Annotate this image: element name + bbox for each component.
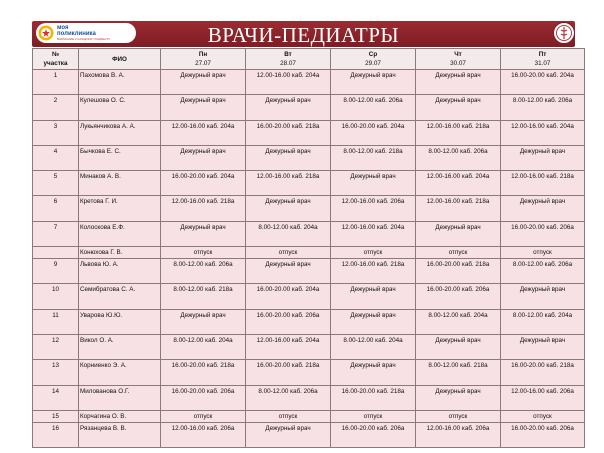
schedule-cell-fri: 8.00-12.00 каб. 206а <box>501 95 585 120</box>
schedule-cell-mon: 8.00-12.00 каб. 204а <box>161 334 246 359</box>
district-number-cell: 3 <box>33 120 79 145</box>
schedule-cell-wed: 8.00-12.00 каб. 218а <box>331 145 416 170</box>
district-number-cell: 10 <box>33 284 79 309</box>
schedule-cell-fri: Дежурный врач <box>501 284 585 309</box>
schedule-cell-mon: Дежурный врач <box>161 309 246 334</box>
schedule-cell-thu: 16.00-20.00 каб. 218а <box>416 259 501 284</box>
schedule-cell-fri: 8.00-12.00 каб. 204а <box>501 309 585 334</box>
table-row <box>33 120 585 145</box>
schedule-cell-wed: 16.00-20.00 каб. 206а <box>331 422 416 447</box>
schedule-cell-tue: Дежурный врач <box>246 145 331 170</box>
doctor-name-cell: Конюхова Г. В. <box>79 247 161 259</box>
schedule-cell-wed: Дежурный врач <box>331 360 416 385</box>
table-row <box>33 70 585 95</box>
doctor-name-cell: Уварова Ю.Ю. <box>79 309 161 334</box>
district-number-cell: 16 <box>33 422 79 447</box>
doctor-name-cell: Колоскова Е.Ф. <box>79 221 161 246</box>
logo-line1: моя <box>57 25 69 31</box>
header-day-mon: Пн 27.07 <box>161 49 246 70</box>
schedule-cell-wed: 12.00-16.00 каб. 218а <box>331 259 416 284</box>
table-row <box>33 196 585 221</box>
schedule-cell-mon: 8.00-12.00 каб. 206а <box>161 259 246 284</box>
schedule-cell-thu: отпуск <box>416 410 501 422</box>
schedule-cell-thu: 16.00-20.00 каб. 206а <box>416 284 501 309</box>
schedule-cell-fri: 16.00-20.00 каб. 206а <box>501 422 585 447</box>
schedule-cell-thu: 12.00-16.00 каб. 206а <box>416 422 501 447</box>
schedule-cell-tue: 8.00-12.00 каб. 204а <box>246 221 331 246</box>
district-number-cell: 15 <box>33 410 79 422</box>
schedule-cell-mon: 12.00-16.00 каб. 218а <box>161 196 246 221</box>
schedule-cell-mon: отпуск <box>161 247 246 259</box>
doctor-name-cell: Семибратова С. А. <box>79 284 161 309</box>
district-number-cell: 1 <box>33 70 79 95</box>
schedule-cell-fri: 12.00-16.00 каб. 204а <box>501 120 585 145</box>
schedule-cell-fri: Дежурный врач <box>501 145 585 170</box>
doctor-name-cell: Бычкова Е. С. <box>79 145 161 170</box>
schedule-cell-mon: 16.00-20.00 каб. 204а <box>161 171 246 196</box>
table-row <box>33 259 585 284</box>
schedule-cell-fri: 16.00-20.00 каб. 206а <box>501 221 585 246</box>
schedule-cell-tue: 16.00-20.00 каб. 204а <box>246 284 331 309</box>
schedule-cell-mon: Дежурный врач <box>161 145 246 170</box>
district-number-cell: 4 <box>33 145 79 170</box>
table-row <box>33 284 585 309</box>
logo-line2: поликлиника <box>57 31 96 37</box>
district-number-cell: 7 <box>33 221 79 246</box>
table-row <box>33 410 585 422</box>
schedule-cell-mon: 12.00-16.00 каб. 206а <box>161 422 246 447</box>
district-number-cell: 5 <box>33 171 79 196</box>
schedule-cell-tue: 12.00-16.00 каб. 204а <box>246 334 331 359</box>
district-number-cell <box>33 247 79 259</box>
table-row <box>33 95 585 120</box>
schedule-cell-tue: отпуск <box>246 247 331 259</box>
clinic-logo-icon <box>38 25 54 41</box>
schedule-cell-thu: отпуск <box>416 247 501 259</box>
schedule-cell-thu: Дежурный врач <box>416 334 501 359</box>
schedule-cell-fri: отпуск <box>501 410 585 422</box>
header-day-tue: Вт 28.07 <box>246 49 331 70</box>
doctor-name-cell: Корниенко Э. А. <box>79 360 161 385</box>
schedule-cell-tue: отпуск <box>246 410 331 422</box>
table-row <box>33 247 585 259</box>
schedule-cell-fri: отпуск <box>501 247 585 259</box>
page-title: ВРАЧИ-ПЕДИАТРЫ <box>207 23 400 47</box>
table-row <box>33 334 585 359</box>
schedule-cell-wed: 8.00-12.00 каб. 206а <box>331 95 416 120</box>
header-name: ФИО <box>79 49 161 70</box>
schedule-cell-tue: Дежурный врач <box>246 95 331 120</box>
district-number-cell: 12 <box>33 334 79 359</box>
schedule-cell-wed: отпуск <box>331 247 416 259</box>
schedule-cell-wed: Дежурный врач <box>331 70 416 95</box>
schedule-cell-tue: 12.00-16.00 каб. 218а <box>246 171 331 196</box>
doctor-name-cell: Рязанцева В. В. <box>79 422 161 447</box>
district-number-cell: 11 <box>33 309 79 334</box>
schedule-cell-tue: Дежурный врач <box>246 422 331 447</box>
schedule-cell-tue: Дежурный врач <box>246 259 331 284</box>
doctor-name-cell: Львова Ю. А. <box>79 259 161 284</box>
schedule-cell-wed: 16.00-20.00 каб. 204а <box>331 120 416 145</box>
schedule-cell-tue: 8.00-12.00 каб. 206а <box>246 385 331 410</box>
schedule-cell-wed: 12.00-16.00 каб. 206а <box>331 196 416 221</box>
schedule-cell-tue: 16.00-20.00 каб. 218а <box>246 360 331 385</box>
schedule-cell-thu: Дежурный врач <box>416 221 501 246</box>
schedule-cell-tue: Дежурный врач <box>246 196 331 221</box>
schedule-cell-wed: 12.00-16.00 каб. 204а <box>331 221 416 246</box>
schedule-cell-fri: 12.00-16.00 каб. 206а <box>501 385 585 410</box>
doctor-name-cell: Викол О. А. <box>79 334 161 359</box>
table-row <box>33 309 585 334</box>
schedule-cell-mon: Дежурный врач <box>161 221 246 246</box>
schedule-cell-wed: 16.00-20.00 каб. 218а <box>331 385 416 410</box>
schedule-table <box>32 48 585 448</box>
schedule-cell-mon: 12.00-16.00 каб. 204а <box>161 120 246 145</box>
emblem-icon <box>553 22 575 44</box>
district-number-cell: 9 <box>33 259 79 284</box>
schedule-cell-fri: 8.00-12.00 каб. 206а <box>501 259 585 284</box>
schedule-cell-thu: 12.00-16.00 каб. 218а <box>416 120 501 145</box>
schedule-cell-wed: Дежурный врач <box>331 309 416 334</box>
schedule-cell-tue: 16.00-20.00 каб. 218а <box>246 120 331 145</box>
schedule-cell-tue: 12.00-16.00 каб. 204а <box>246 70 331 95</box>
schedule-cell-tue: 16.00-20.00 каб. 206а <box>246 309 331 334</box>
schedule-cell-thu: 8.00-12.00 каб. 204а <box>416 309 501 334</box>
schedule-cell-thu: 12.00-16.00 каб. 218а <box>416 196 501 221</box>
district-number-cell: 6 <box>33 196 79 221</box>
district-number-cell: 2 <box>33 95 79 120</box>
schedule-cell-mon: 16.00-20.00 каб. 218а <box>161 360 246 385</box>
schedule-cell-fri: 16.00-20.00 каб. 204а <box>501 70 585 95</box>
header-day-fri: Пт 31.07 <box>501 49 585 70</box>
schedule-cell-wed: 8.00-12.00 каб. 204а <box>331 334 416 359</box>
district-number-cell: 13 <box>33 360 79 385</box>
schedule-cell-thu: Дежурный врач <box>416 385 501 410</box>
doctor-name-cell: Кретова Г. И. <box>79 196 161 221</box>
schedule-cell-mon: 16.00-20.00 каб. 206а <box>161 385 246 410</box>
schedule-cell-thu: 12.00-16.00 каб. 204а <box>416 171 501 196</box>
schedule-cell-wed: Дежурный врач <box>331 284 416 309</box>
schedule-cell-fri: Дежурный врач <box>501 334 585 359</box>
table-row <box>33 171 585 196</box>
table-row <box>33 385 585 410</box>
table-row <box>33 422 585 447</box>
table-row <box>33 360 585 385</box>
schedule-cell-wed: Дежурный врач <box>331 171 416 196</box>
doctor-name-cell: Пахомова В. А. <box>79 70 161 95</box>
header-num: № участка <box>33 49 79 70</box>
table-row <box>33 221 585 246</box>
schedule-cell-thu: 8.00-12.00 каб. 218а <box>416 360 501 385</box>
table-header-row <box>33 49 585 70</box>
schedule-cell-fri: 12.00-16.00 каб. 218а <box>501 171 585 196</box>
schedule-cell-fri: Дежурный врач <box>501 196 585 221</box>
doctor-name-cell: Лукьянчикова А. А. <box>79 120 161 145</box>
schedule-cell-thu: Дежурный врач <box>416 95 501 120</box>
schedule-cell-mon: 8.00-12.00 каб. 218а <box>161 284 246 309</box>
schedule-cell-thu: Дежурный врач <box>416 70 501 95</box>
doctor-name-cell: Корчагина О. В. <box>79 410 161 422</box>
schedule-cell-mon: отпуск <box>161 410 246 422</box>
clinic-logo <box>36 23 136 43</box>
table-row <box>33 145 585 170</box>
district-number-cell: 14 <box>33 385 79 410</box>
logo-tagline: ВНИМАНИЕ К КАЖДОМУ ПАЦИЕНТУ <box>57 37 111 41</box>
doctor-name-cell: Минаков А. В. <box>79 171 161 196</box>
header-day-thu: Чт 30.07 <box>416 49 501 70</box>
schedule-cell-thu: 8.00-12.00 каб. 206а <box>416 145 501 170</box>
schedule-cell-mon: Дежурный врач <box>161 95 246 120</box>
header-day-wed: Ср 29.07 <box>331 49 416 70</box>
schedule-cell-mon: Дежурный врач <box>161 70 246 95</box>
schedule-cell-wed: отпуск <box>331 410 416 422</box>
schedule-cell-fri: 16.00-20.00 каб. 218а <box>501 360 585 385</box>
doctor-name-cell: Кулешова О. С. <box>79 95 161 120</box>
doctor-name-cell: Милованова О.Г. <box>79 385 161 410</box>
